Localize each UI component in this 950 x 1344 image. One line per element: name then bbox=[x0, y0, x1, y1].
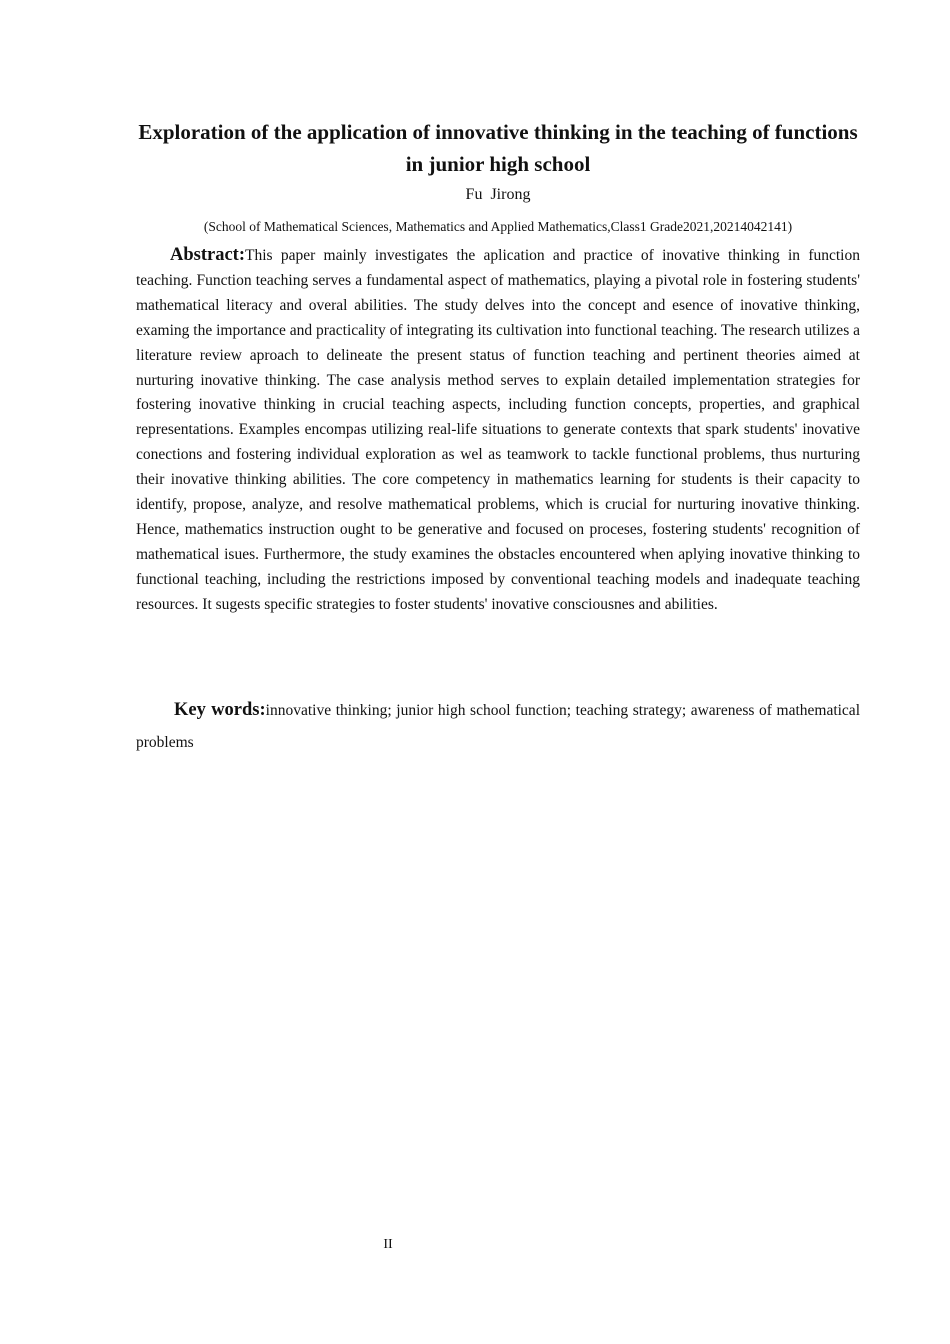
keywords-text: innovative thinking; junior high school function; teaching strategy; awareness of mathematical problems bbox=[136, 702, 860, 751]
abstract-label: Abstract: bbox=[170, 245, 246, 265]
author-name: Fu Jirong bbox=[465, 186, 531, 203]
abstract-text: This paper mainly investigates the aplication and practice of inovative thinking in function teaching. Function teaching serves a fundamental aspect of mathematics, playing a pivotal role in fostering students' mathematical literacy and overal abilities. The study delves into the concept and esence of inovative thinking, examing the importance and practicality of integrating its cultivation into functional teaching. The research utilizes a literature review aproach to delineate the present status of function teaching and pertinent theories aimed at nurturing inovative thinking. The case analysis method serves to explain detailed implementation strategies for fostering inovative thinking in crucial teaching aspects, including function concepts, properties, and graphical representations. Examples encompas utilizing real-life situations to generate contexts that spark students' inovative conections and fostering individual exploration as wel as teamwork to tackle functional problems, thus nurturing their inovative thinking abilities. The core competency in mathematics learning for students is their capacity to identify, propose, analyze, and resolve mathematical problems, which is crucial for nurturing inovative thinking. Hence, mathematics instruction ought to be generative and focused on proceses, fostering students' recognition of mathematical isues. Furthermore, the study examines the obstacles encountered when aplying inovative thinking to functional teaching, including the restrictions imposed by conventional teaching models and inadequate teaching resources. It sugests specific strategies to foster students' inovative consciousnes and abilities. bbox=[136, 247, 860, 613]
author-affiliation: (School of Mathematical Sciences, Mathematics and Applied Mathematics,Class1 Grade2021,20214042141) bbox=[203, 219, 793, 234]
paper-title: Exploration of the application of innovative thinking in the teaching of functions in junior high school bbox=[138, 120, 858, 176]
keywords-paragraph bbox=[136, 694, 860, 759]
page-number: II bbox=[383, 1237, 393, 1252]
keywords-label: Key words: bbox=[174, 700, 266, 720]
abstract-paragraph bbox=[136, 243, 860, 618]
